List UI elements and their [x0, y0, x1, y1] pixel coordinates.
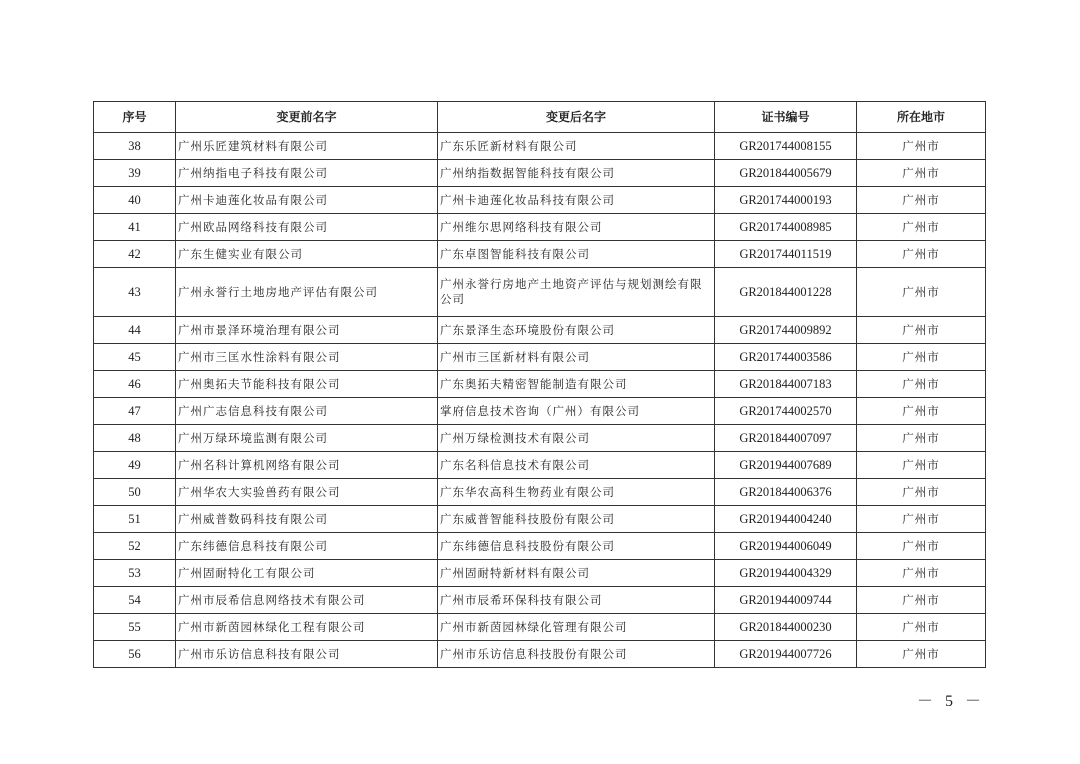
page-number: － 5 － [916, 693, 985, 710]
cell-serial-number: 52 [94, 533, 176, 560]
cell-old-name: 广州万绿环境监测有限公司 [176, 425, 438, 452]
cell-old-name: 广州卡迪莲化妆品有限公司 [176, 187, 438, 214]
header-old-name: 变更前名字 [176, 102, 438, 133]
cell-new-name: 广州卡迪莲化妆品科技有限公司 [438, 187, 715, 214]
table-row [94, 533, 986, 560]
cell-new-name: 广东威普智能科技股份有限公司 [438, 506, 715, 533]
cell-serial-number: 48 [94, 425, 176, 452]
cell-certificate-number: GR201944009744 [715, 587, 857, 614]
cell-city: 广州市 [857, 479, 986, 506]
header-serial-number: 序号 [94, 102, 176, 133]
cell-city: 广州市 [857, 452, 986, 479]
table-row [94, 133, 986, 160]
cell-city: 广州市 [857, 344, 986, 371]
cell-city: 广州市 [857, 133, 986, 160]
cell-serial-number: 38 [94, 133, 176, 160]
cell-city: 广州市 [857, 371, 986, 398]
cell-certificate-number: GR201944006049 [715, 533, 857, 560]
cell-old-name: 广州市三匡水性涂料有限公司 [176, 344, 438, 371]
cell-new-name: 广州永誉行房地产土地资产评估与规划测绘有限公司 [438, 268, 715, 317]
cell-old-name: 广州市新茵园林绿化工程有限公司 [176, 614, 438, 641]
cell-certificate-number: GR201744008155 [715, 133, 857, 160]
table-row [94, 479, 986, 506]
cell-certificate-number: GR201944004329 [715, 560, 857, 587]
cell-serial-number: 51 [94, 506, 176, 533]
table-row [94, 560, 986, 587]
cell-new-name: 广东乐匠新材料有限公司 [438, 133, 715, 160]
cell-old-name: 广州市乐访信息科技有限公司 [176, 641, 438, 668]
cell-new-name: 广州纳指数据智能科技有限公司 [438, 160, 715, 187]
cell-old-name: 广州欧品网络科技有限公司 [176, 214, 438, 241]
cell-old-name: 广州市景泽环境治理有限公司 [176, 317, 438, 344]
company-name-change-table-container [93, 101, 985, 668]
cell-certificate-number: GR201844007183 [715, 371, 857, 398]
cell-new-name: 广东卓图智能科技有限公司 [438, 241, 715, 268]
cell-new-name: 广东华农高科生物药业有限公司 [438, 479, 715, 506]
table-row [94, 614, 986, 641]
table-row [94, 160, 986, 187]
cell-city: 广州市 [857, 187, 986, 214]
cell-city: 广州市 [857, 506, 986, 533]
cell-certificate-number: GR201844007097 [715, 425, 857, 452]
cell-city: 广州市 [857, 241, 986, 268]
cell-city: 广州市 [857, 317, 986, 344]
cell-city: 广州市 [857, 398, 986, 425]
header-city: 所在地市 [857, 102, 986, 133]
cell-old-name: 广州广志信息科技有限公司 [176, 398, 438, 425]
cell-serial-number: 54 [94, 587, 176, 614]
cell-certificate-number: GR201744002570 [715, 398, 857, 425]
cell-certificate-number: GR201744011519 [715, 241, 857, 268]
table-row [94, 452, 986, 479]
table-row [94, 425, 986, 452]
cell-new-name: 广州市辰希环保科技有限公司 [438, 587, 715, 614]
cell-old-name: 广州永誉行土地房地产评估有限公司 [176, 268, 438, 317]
cell-serial-number: 45 [94, 344, 176, 371]
cell-serial-number: 39 [94, 160, 176, 187]
cell-certificate-number: GR201844001228 [715, 268, 857, 317]
cell-old-name: 广州华农大实验兽药有限公司 [176, 479, 438, 506]
table-row [94, 371, 986, 398]
cell-certificate-number: GR201744009892 [715, 317, 857, 344]
table-row [94, 317, 986, 344]
cell-certificate-number: GR201944007689 [715, 452, 857, 479]
cell-new-name: 广州维尔思网络科技有限公司 [438, 214, 715, 241]
header-new-name: 变更后名字 [438, 102, 715, 133]
table-row [94, 506, 986, 533]
table-row [94, 268, 986, 317]
cell-old-name: 广州威普数码科技有限公司 [176, 506, 438, 533]
cell-serial-number: 41 [94, 214, 176, 241]
cell-city: 广州市 [857, 560, 986, 587]
cell-new-name: 掌府信息技术咨询（广州）有限公司 [438, 398, 715, 425]
cell-certificate-number: GR201744008985 [715, 214, 857, 241]
table-row [94, 344, 986, 371]
cell-city: 广州市 [857, 587, 986, 614]
table-row [94, 187, 986, 214]
cell-new-name: 广州固耐特新材料有限公司 [438, 560, 715, 587]
table-row [94, 641, 986, 668]
cell-city: 广州市 [857, 533, 986, 560]
cell-certificate-number: GR201844005679 [715, 160, 857, 187]
cell-old-name: 广州纳指电子科技有限公司 [176, 160, 438, 187]
cell-serial-number: 50 [94, 479, 176, 506]
header-certificate-number: 证书编号 [715, 102, 857, 133]
cell-certificate-number: GR201744003586 [715, 344, 857, 371]
cell-city: 广州市 [857, 160, 986, 187]
cell-new-name: 广东景泽生态环境股份有限公司 [438, 317, 715, 344]
table-header-row [94, 102, 986, 133]
cell-serial-number: 40 [94, 187, 176, 214]
cell-serial-number: 43 [94, 268, 176, 317]
cell-certificate-number: GR201844000230 [715, 614, 857, 641]
cell-serial-number: 47 [94, 398, 176, 425]
cell-serial-number: 46 [94, 371, 176, 398]
cell-old-name: 广东生健实业有限公司 [176, 241, 438, 268]
table-row [94, 398, 986, 425]
cell-serial-number: 42 [94, 241, 176, 268]
cell-new-name: 广州市乐访信息科技股份有限公司 [438, 641, 715, 668]
cell-city: 广州市 [857, 214, 986, 241]
cell-serial-number: 49 [94, 452, 176, 479]
cell-new-name: 广东名科信息技术有限公司 [438, 452, 715, 479]
table-row [94, 241, 986, 268]
cell-old-name: 广东纬德信息科技有限公司 [176, 533, 438, 560]
cell-old-name: 广州奥拓夫节能科技有限公司 [176, 371, 438, 398]
cell-serial-number: 53 [94, 560, 176, 587]
cell-new-name: 广东奥拓夫精密智能制造有限公司 [438, 371, 715, 398]
cell-new-name: 广州市新茵园林绿化管理有限公司 [438, 614, 715, 641]
cell-old-name: 广州乐匠建筑材料有限公司 [176, 133, 438, 160]
cell-new-name: 广州万绿检测技术有限公司 [438, 425, 715, 452]
cell-serial-number: 55 [94, 614, 176, 641]
cell-new-name: 广东纬德信息科技股份有限公司 [438, 533, 715, 560]
cell-old-name: 广州市辰希信息网络技术有限公司 [176, 587, 438, 614]
company-name-change-table [93, 101, 986, 668]
cell-city: 广州市 [857, 641, 986, 668]
cell-certificate-number: GR201844006376 [715, 479, 857, 506]
cell-city: 广州市 [857, 268, 986, 317]
cell-certificate-number: GR201944004240 [715, 506, 857, 533]
table-body [94, 133, 986, 668]
cell-old-name: 广州名科计算机网络有限公司 [176, 452, 438, 479]
cell-old-name: 广州固耐特化工有限公司 [176, 560, 438, 587]
cell-certificate-number: GR201744000193 [715, 187, 857, 214]
cell-city: 广州市 [857, 425, 986, 452]
cell-serial-number: 44 [94, 317, 176, 344]
cell-new-name: 广州市三匡新材料有限公司 [438, 344, 715, 371]
cell-serial-number: 56 [94, 641, 176, 668]
table-row [94, 587, 986, 614]
cell-certificate-number: GR201944007726 [715, 641, 857, 668]
table-row [94, 214, 986, 241]
cell-city: 广州市 [857, 614, 986, 641]
